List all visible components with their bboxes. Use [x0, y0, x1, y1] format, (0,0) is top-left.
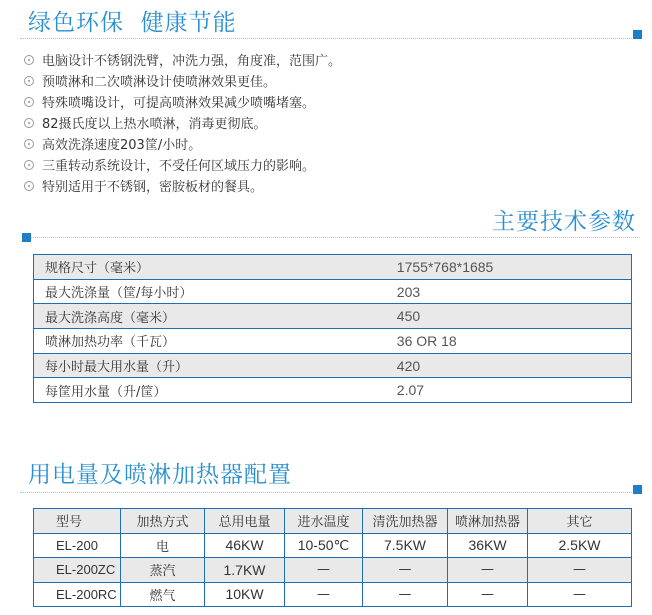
- list-item: [24, 70, 341, 91]
- spec-label: 规格尺寸（毫米）: [34, 255, 397, 280]
- spec-value: 203: [397, 279, 632, 304]
- column-header: 进水温度: [285, 509, 363, 534]
- table-row: [34, 255, 632, 280]
- specs-table: [33, 254, 632, 403]
- power-table: [33, 508, 632, 607]
- table-cell: EL-200ZC: [34, 558, 121, 583]
- table-cell: 2.5KW: [528, 533, 632, 558]
- table-row: [34, 582, 632, 607]
- table-cell: EL-200RC: [34, 582, 121, 607]
- divider: [20, 492, 632, 493]
- table-cell: —: [285, 558, 363, 583]
- list-item: [24, 133, 341, 154]
- divider-marker: [633, 485, 642, 494]
- column-header: 型号: [34, 509, 121, 534]
- column-header: 加热方式: [121, 509, 205, 534]
- feature-text: 预喷淋和二次喷淋设计使喷淋效果更佳。: [42, 75, 277, 90]
- divider-marker: [22, 233, 31, 242]
- table-cell: 10KW: [205, 582, 285, 607]
- circle-bullet-icon: [24, 181, 34, 191]
- list-item: [24, 154, 341, 175]
- table-cell: EL-200: [34, 533, 121, 558]
- spec-value: 36 OR 18: [397, 329, 632, 354]
- feature-text: 特别适用于不锈钢，密胺板材的餐具。: [42, 180, 264, 195]
- table-cell: 蒸汽: [121, 558, 205, 583]
- table-cell: —: [528, 582, 632, 607]
- divider-marker: [633, 30, 642, 39]
- table-cell: 10-50℃: [285, 533, 363, 558]
- specs-title: 主要技术参数: [492, 209, 636, 235]
- table-cell: —: [285, 582, 363, 607]
- divider: [20, 38, 632, 39]
- table-cell: 1.7KW: [205, 558, 285, 583]
- spec-label: 每筐用水量（升/筐）: [34, 378, 397, 403]
- feature-list: [24, 49, 341, 196]
- column-header: 其它: [528, 509, 632, 534]
- table-cell: —: [528, 558, 632, 583]
- feature-text: 82摄氏度以上热水喷淋，消毒更彻底。: [42, 117, 267, 132]
- spec-value: 420: [397, 353, 632, 378]
- column-header: 总用电量: [205, 509, 285, 534]
- spec-label: 最大洗涤高度（毫米）: [34, 304, 397, 329]
- feature-text: 特殊喷嘴设计，可提高喷淋效果减少喷嘴堵塞。: [42, 96, 316, 111]
- list-item: [24, 49, 341, 70]
- circle-bullet-icon: [24, 118, 34, 128]
- spec-value: 2.07: [397, 378, 632, 403]
- table-cell: 7.5KW: [363, 533, 448, 558]
- circle-bullet-icon: [24, 76, 34, 86]
- spec-label: 每小时最大用水量（升）: [34, 353, 397, 378]
- spec-value: 450: [397, 304, 632, 329]
- table-cell: —: [448, 582, 528, 607]
- circle-bullet-icon: [24, 139, 34, 149]
- table-cell: 36KW: [448, 533, 528, 558]
- column-header: 清洗加热器: [363, 509, 448, 534]
- table-header-row: [34, 509, 632, 534]
- table-cell: —: [448, 558, 528, 583]
- table-row: [34, 533, 632, 558]
- list-item: [24, 112, 341, 133]
- circle-bullet-icon: [24, 97, 34, 107]
- table-row: [34, 329, 632, 354]
- spec-value: 1755*768*1685: [397, 255, 632, 280]
- power-title: 用电量及喷淋加热器配置: [28, 462, 292, 488]
- feature-text: 三重转动系统设计，不受任何区域压力的影响。: [42, 159, 316, 174]
- feature-text: 高效洗涤速度203筐/小时。: [42, 138, 202, 153]
- table-cell: 燃气: [121, 582, 205, 607]
- table-cell: —: [363, 558, 448, 583]
- table-cell: 46KW: [205, 533, 285, 558]
- column-header: 喷淋加热器: [448, 509, 528, 534]
- list-item: [24, 175, 341, 196]
- table-row: [34, 304, 632, 329]
- feature-text: 电脑设计不锈钢洗臂，冲洗力强，角度准，范围广。: [42, 54, 342, 69]
- table-row: [34, 353, 632, 378]
- spec-label: 最大洗涤量（筐/每小时）: [34, 279, 397, 304]
- divider: [28, 237, 640, 238]
- table-row: [34, 558, 632, 583]
- intro-title: 绿色环保 健康节能: [28, 10, 237, 36]
- list-item: [24, 91, 341, 112]
- circle-bullet-icon: [24, 55, 34, 65]
- spec-label: 喷淋加热功率（千瓦）: [34, 329, 397, 354]
- circle-bullet-icon: [24, 160, 34, 170]
- table-cell: 电: [121, 533, 205, 558]
- table-row: [34, 279, 632, 304]
- table-row: [34, 378, 632, 403]
- table-cell: —: [363, 582, 448, 607]
